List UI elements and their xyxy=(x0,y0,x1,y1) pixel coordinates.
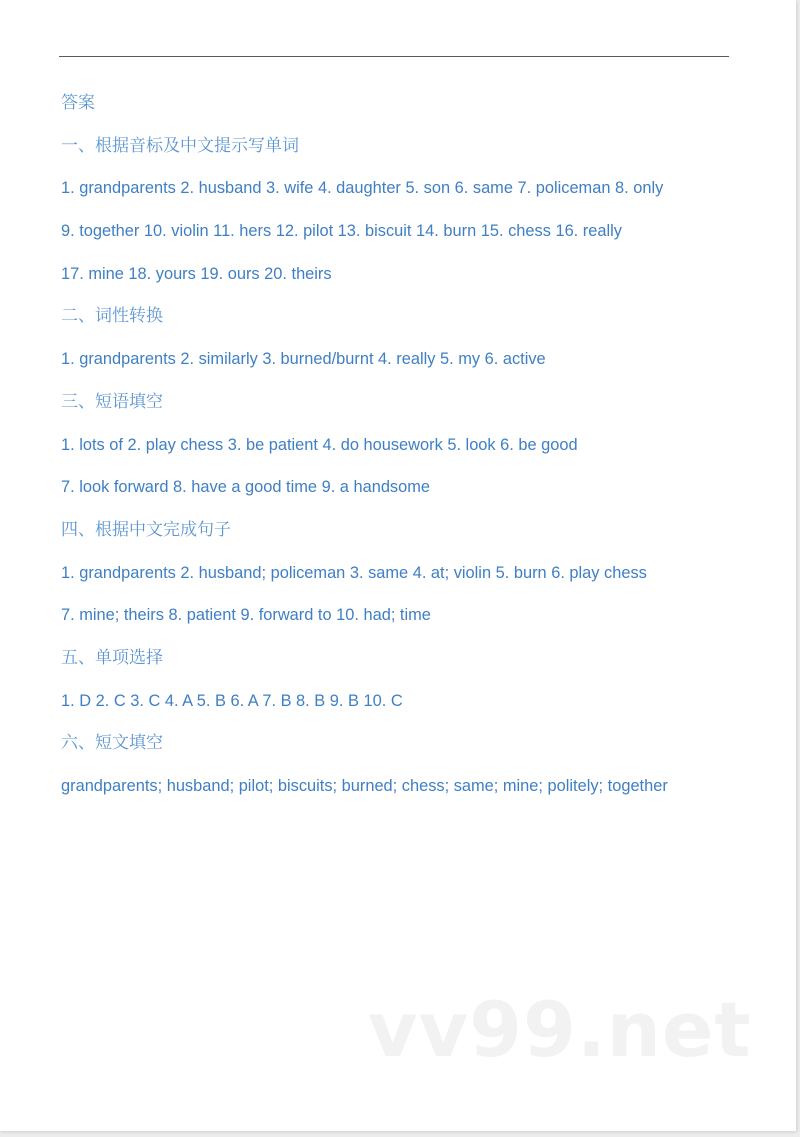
section-heading-6: 六、短文填空 xyxy=(61,733,163,754)
answer-line: 1. grandparents 2. husband; policeman 3. same 4. at; violin 5. burn 6. play chess xyxy=(61,563,647,582)
answer-title: 答案 xyxy=(61,93,95,113)
answer-line: 17. mine 18. yours 19. ours 20. theirs xyxy=(61,264,332,283)
watermark: vv99.net xyxy=(368,985,752,1074)
section-heading-2: 二、词性转换 xyxy=(61,306,163,327)
answer-line: 7. mine; theirs 8. patient 9. forward to 10. had; time xyxy=(61,606,431,625)
answer-line: 1. grandparents 2. husband 3. wife 4. daughter 5. son 6. same 7. policeman 8. only xyxy=(61,179,664,198)
header-rule xyxy=(59,56,729,57)
section-heading-3: 三、短语填空 xyxy=(61,391,163,412)
answer-content xyxy=(61,84,761,810)
section-heading-5: 五、单项选择 xyxy=(61,647,163,668)
answer-line: 1. D 2. C 3. C 4. A 5. B 6. A 7. B 8. B 9. B 10. C xyxy=(61,691,403,710)
answer-line: 9. together 10. violin 11. hers 12. pilot 13. biscuit 14. burn 15. chess 16. really xyxy=(61,222,622,241)
section-heading-1: 一、根据音标及中文提示写单词 xyxy=(61,135,299,156)
section-heading-4: 四、根据中文完成句子 xyxy=(61,519,231,540)
answer-line: 7. look forward 8. have a good time 9. a handsome xyxy=(61,478,431,497)
answer-line: 1. lots of 2. play chess 3. be patient 4. do housework 5. look 6. be good xyxy=(61,435,578,454)
answer-line: 1. grandparents 2. similarly 3. burned/burnt 4. really 5. my 6. active xyxy=(61,350,546,369)
answer-line: grandparents; husband; pilot; biscuits; burned; chess; same; mine; politely; together xyxy=(61,777,668,795)
